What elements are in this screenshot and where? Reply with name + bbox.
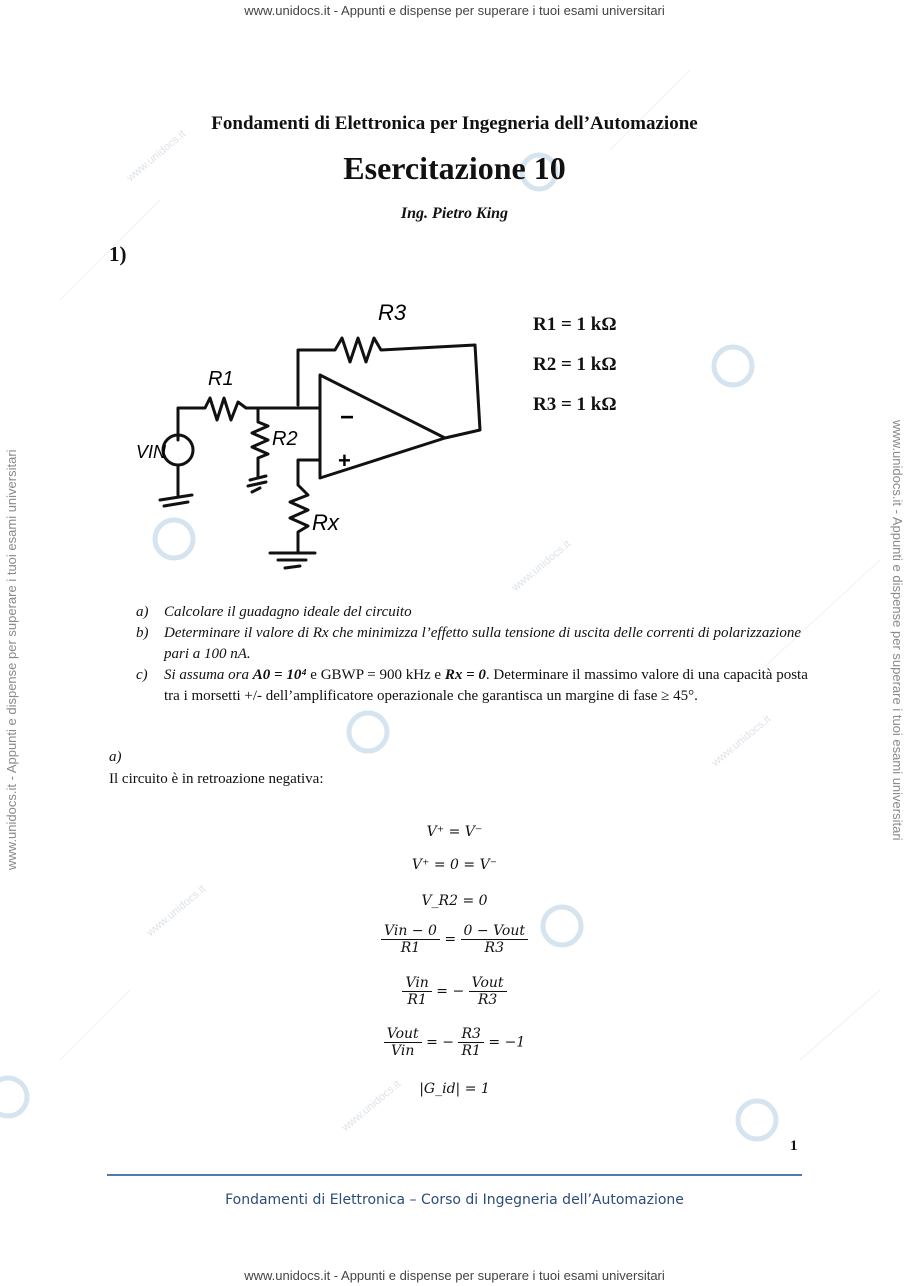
fraction-num: Vout	[384, 1026, 422, 1043]
fraction-num: R3	[458, 1026, 483, 1043]
circuit-diagram	[130, 290, 490, 575]
question-item	[136, 665, 816, 707]
watermark-ghost: www.unidocs.it	[144, 883, 209, 939]
label-vin: VIN	[136, 442, 167, 462]
question-label: c)	[136, 667, 148, 683]
fraction-den: R1	[400, 940, 421, 956]
question-text: Determinare il valore di Rx che minimizza l’effetto sulla tensione di uscita delle correnti di polarizzazione pari a 100 nA.	[164, 625, 801, 662]
page-title: Esercitazione 10	[343, 150, 566, 186]
question-mid: e GBWP = 900 kHz e	[310, 667, 442, 683]
resistor-r3-value: R3 = 1 kΩ	[533, 394, 617, 415]
author: Ing. Pietro King	[400, 205, 509, 222]
resistor-r2-value: R2 = 1 kΩ	[533, 354, 617, 375]
question-tail: . Determinare il massimo valore di una capacità posta tra i morsetti +/- dell’amplificatore operazionale che garantisca un margine di fase ≥ 45°.	[164, 667, 808, 704]
fraction-num: Vout	[469, 975, 507, 992]
fraction	[469, 975, 507, 1008]
label-rx: Rx	[312, 510, 339, 535]
watermark-ghost: www.unidocs.it	[509, 538, 574, 594]
equation-5: $\frac{\text{Vin}}{R1}$ = − $\frac{\text{Vout}}{R3}$	[0, 975, 909, 1008]
watermark-ghost: www.unidocs.it	[709, 713, 774, 769]
formula-a0: A0 = 10⁴	[252, 667, 307, 683]
question-item	[136, 623, 816, 665]
label-plus: +	[338, 448, 351, 473]
question-label: b)	[136, 625, 149, 641]
watermark-top: www.unidocs.it - Appunti e dispense per superare i tuoi esami universitari	[244, 3, 665, 18]
watermark-ghost: www.unidocs.it	[124, 128, 189, 184]
fraction-den: R1	[461, 1043, 481, 1059]
question-text: Calcolare il guadagno ideale del circuito	[164, 604, 412, 620]
fraction	[381, 923, 440, 956]
fraction	[458, 1026, 483, 1059]
watermark-left: www.unidocs.it - Appunti e dispense per superare i tuoi esami universitari	[4, 449, 19, 870]
fraction-num: Vin	[402, 975, 431, 992]
fraction	[384, 1026, 422, 1059]
label-r2: R2	[272, 428, 298, 450]
watermark-bottom: www.unidocs.it - Appunti e dispense per superare i tuoi esami universitari	[244, 1268, 665, 1283]
equation-2: V⁺ = 0 = V⁻	[411, 857, 498, 873]
watermark-ghost: www.unidocs.it	[339, 1078, 404, 1134]
question-lead: Si assuma ora	[164, 667, 250, 683]
question-list	[136, 602, 816, 707]
equation-3: V_R2 = 0	[421, 893, 488, 909]
fraction	[461, 923, 528, 956]
fraction-den: R3	[477, 992, 498, 1008]
equation-4: $\frac{\text{Vin − 0}}{R1}$ = $\frac{\text{0 − Vout}}{R3}$	[0, 923, 909, 956]
resistor-r1-value: R1 = 1 kΩ	[533, 314, 617, 335]
solution-label: a)	[109, 749, 122, 765]
solution-intro: Il circuito è in retroazione negativa:	[109, 771, 324, 787]
fraction-den: R1	[407, 992, 427, 1008]
watermark-right: www.unidocs.it - Appunti e dispense per superare i tuoi esami universitari	[890, 420, 905, 841]
label-r1: R1	[208, 368, 234, 390]
footer-divider	[107, 1174, 802, 1176]
page-number: 1	[790, 1138, 798, 1154]
equation-1: V⁺ = V⁻	[426, 824, 483, 840]
equation-6: $\frac{\text{Vout}}{\text{Vin}}$ = − $\frac{R3}{R1}$ = −1	[0, 1026, 909, 1059]
fraction-den: R3	[484, 940, 504, 956]
course-title: Fondamenti di Elettronica per Ingegneria dell’Automazione	[211, 113, 698, 134]
fraction-num: 0 − Vout	[461, 923, 528, 940]
fraction-den: Vin	[391, 1043, 415, 1059]
exercise-number: 1)	[109, 242, 127, 266]
question-label: a)	[136, 604, 149, 620]
equation-7: |G_id| = 1	[419, 1081, 490, 1097]
fraction	[402, 975, 431, 1008]
equation-result: = −1	[488, 1034, 526, 1051]
label-minus: −	[340, 404, 355, 431]
resistor-values	[533, 314, 617, 434]
label-r3: R3	[378, 300, 407, 325]
question-item	[136, 602, 816, 623]
fraction-num: Vin − 0	[381, 923, 440, 940]
footer-text: Fondamenti di Elettronica – Corso di Ingegneria dell’Automazione	[225, 1192, 684, 1208]
formula-rx: Rx = 0	[444, 667, 486, 683]
